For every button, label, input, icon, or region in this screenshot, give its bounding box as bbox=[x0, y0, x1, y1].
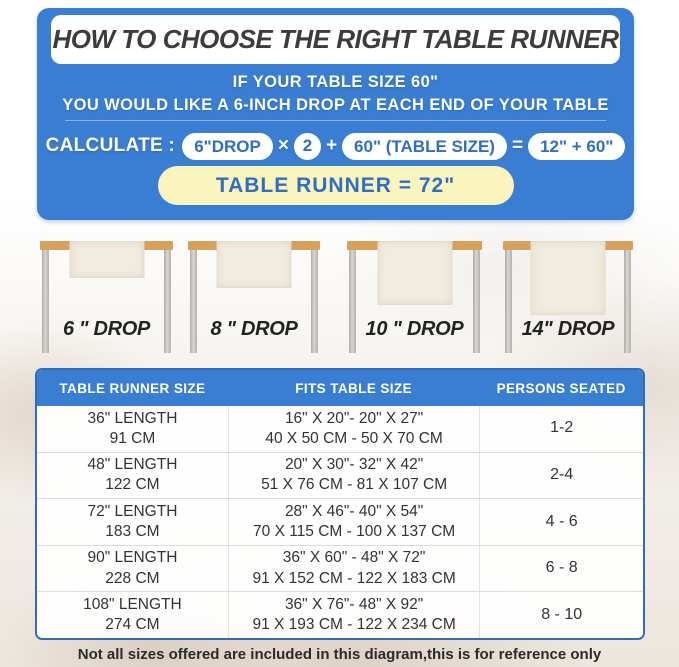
drop-value-pill: 6"DROP bbox=[182, 133, 273, 160]
disclaimer-note: Not all sizes offered are included in this diagram,this is for reference only bbox=[77, 646, 602, 663]
multiply-operator: × bbox=[277, 135, 289, 156]
column-header-persons-seated: PERSONS SEATED bbox=[496, 380, 626, 396]
table-illustration-14-drop bbox=[503, 241, 633, 353]
persons-seated-cell bbox=[479, 546, 643, 592]
drop-label: 14" DROP bbox=[521, 318, 615, 340]
fits-cm: 70 X 115 CM - 100 X 137 CM bbox=[253, 522, 456, 540]
fits-inches: 20" X 30"- 32" X 42" bbox=[284, 456, 424, 474]
fits-size-cell bbox=[228, 499, 479, 545]
runner-length-cm: 274 CM bbox=[105, 616, 160, 634]
table-illustration-6-drop bbox=[40, 241, 173, 353]
table-row bbox=[37, 406, 643, 452]
size-reference-table bbox=[35, 368, 645, 640]
runner-size-cell bbox=[37, 406, 228, 452]
table-header-row bbox=[37, 370, 643, 406]
intro-line-1: IF YOUR TABLE SIZE 60" bbox=[232, 73, 439, 91]
fits-inches: 36" X 76"- 48" X 92" bbox=[284, 596, 424, 614]
runner-result-text: TABLE RUNNER = 72" bbox=[215, 173, 456, 197]
multiplier-badge: 2 bbox=[294, 133, 321, 160]
table-illustration-10-drop bbox=[347, 241, 482, 353]
runner-length-inches: 36" LENGTH bbox=[87, 409, 178, 427]
runner-size-cell bbox=[37, 453, 228, 499]
divider-line bbox=[65, 120, 606, 121]
persons-count: 2-4 bbox=[550, 465, 574, 483]
fits-cm: 40 X 50 CM - 50 X 70 CM bbox=[265, 429, 443, 447]
fits-size-cell bbox=[228, 592, 479, 638]
intro-line-2: YOU WOULD LIKE A 6-INCH DROP AT EACH END OF YOUR TABLE bbox=[62, 96, 609, 114]
persons-count: 6 - 8 bbox=[545, 559, 578, 577]
plus-operator: + bbox=[325, 135, 338, 156]
fits-size-cell bbox=[228, 546, 479, 592]
fits-inches: 16" X 20"- 20" X 27" bbox=[284, 409, 424, 427]
fits-size-cell bbox=[228, 453, 479, 499]
calculate-label: CALCULATE : bbox=[45, 135, 176, 156]
persons-seated-cell bbox=[479, 592, 643, 638]
runner-length-inches: 72" LENGTH bbox=[87, 502, 178, 520]
runner-length-cm: 122 CM bbox=[105, 476, 160, 494]
table-row bbox=[37, 591, 643, 638]
drop-label: 10 " DROP bbox=[365, 318, 464, 340]
table-row bbox=[37, 452, 643, 499]
column-header-fits-table-size: FITS TABLE SIZE bbox=[295, 380, 412, 396]
fits-inches: 28" X 46"- 40" X 54" bbox=[284, 502, 424, 520]
drop-label: 6 " DROP bbox=[62, 318, 151, 340]
calculation-formula bbox=[37, 129, 634, 163]
runner-size-cell bbox=[37, 546, 228, 592]
runner-length-cm: 91 CM bbox=[109, 429, 156, 447]
table-illustration-8-drop bbox=[188, 241, 320, 353]
runner-size-cell bbox=[37, 592, 228, 638]
fits-cm: 91 X 152 CM - 122 X 183 CM bbox=[252, 569, 456, 587]
runner-result-banner bbox=[158, 166, 514, 205]
runner-fabric bbox=[217, 241, 292, 288]
fits-inches: 36" X 60" - 48" X 72" bbox=[282, 549, 426, 567]
runner-fabric bbox=[69, 241, 144, 278]
column-header-runner-size: TABLE RUNNER SIZE bbox=[59, 380, 206, 396]
runner-size-cell bbox=[37, 499, 228, 545]
persons-count: 8 - 10 bbox=[541, 605, 583, 623]
runner-length-inches: 48" LENGTH bbox=[87, 456, 178, 474]
persons-seated-cell bbox=[479, 499, 643, 545]
table-size-pill: 60" (TABLE SIZE) bbox=[342, 133, 507, 160]
runner-length-inches: 108" LENGTH bbox=[83, 596, 182, 614]
runner-fabric bbox=[377, 241, 452, 305]
runner-length-cm: 183 CM bbox=[105, 522, 160, 540]
table-row bbox=[37, 498, 643, 545]
persons-count: 4 - 6 bbox=[545, 512, 578, 530]
persons-seated-cell bbox=[479, 406, 643, 452]
result-pill: 12" + 60" bbox=[528, 133, 625, 160]
table-body bbox=[37, 406, 643, 638]
page-title: HOW TO CHOOSE THE RIGHT TABLE RUNNER bbox=[52, 24, 619, 54]
persons-count: 1-2 bbox=[550, 419, 574, 437]
runner-length-cm: 228 CM bbox=[105, 569, 160, 587]
instruction-panel bbox=[37, 8, 634, 220]
runner-length-inches: 90" LENGTH bbox=[87, 549, 178, 567]
persons-seated-cell bbox=[479, 453, 643, 499]
fits-size-cell bbox=[228, 406, 479, 452]
fits-cm: 91 X 193 CM - 122 X 234 CM bbox=[252, 616, 456, 634]
runner-fabric bbox=[531, 241, 606, 315]
title-banner bbox=[51, 15, 620, 64]
equals-operator: = bbox=[511, 135, 524, 156]
fits-cm: 51 X 76 CM - 81 X 107 CM bbox=[261, 476, 448, 494]
drop-label: 8 " DROP bbox=[210, 318, 298, 340]
table-row bbox=[37, 545, 643, 592]
